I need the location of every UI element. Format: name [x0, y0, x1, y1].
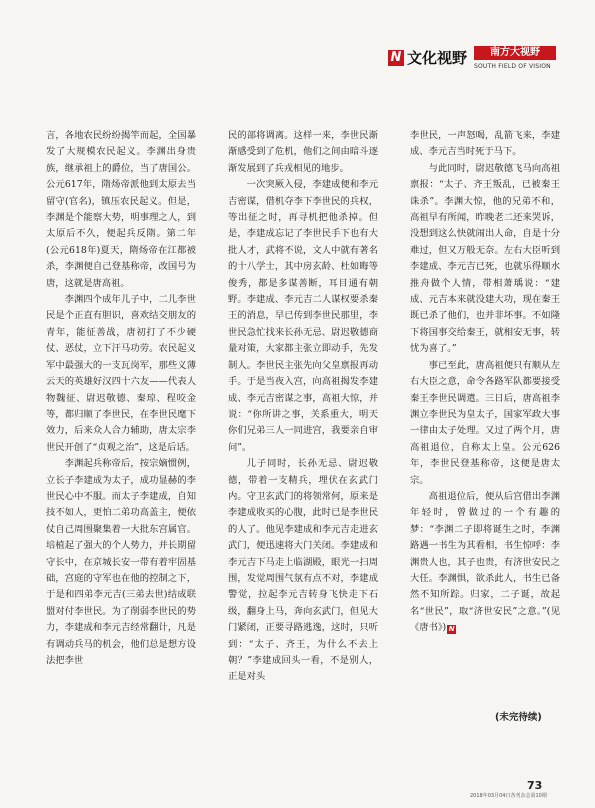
paragraph: 李渊起兵称帝后，按宗嫡惯例，立长子李建成为太子，成功显赫的李世民心中不服。而太子李建成，自知技不如人，更怕二弟功高盖主，便依仗自己周围聚集着一大批东宫属官。培植起了强大的个人势力，并长期留守长中，在京城长安一带有着牢固基础，宫庭的守军也在他的控制之下，于是和四弟李元吉(三弟去世)结成联盟对付李世民。为了削弱李世民的势力，李建成和李元吉经常翻计，凡是有调动兵马的机会，他们总是想方设法把李世 [46, 458, 196, 666]
page-number: 73 [527, 779, 543, 792]
section-title: 文化视野 [407, 49, 468, 67]
paragraph: 李世民，一声怒喝，乱箭飞来，李建成、李元吉当时死于马下。 [410, 130, 560, 158]
section-subtitle-en: SOUTH FIELD OF VISION [474, 63, 551, 70]
paragraph-text: 高祖退位后，便从后宫借出李渊年轻时，曾做过的一个有趣的梦：“李渊二子即将诞生之时，李渊路遇一书生为其看相，书生惊呼：李渊贵人也，其子也贵，有济世安民之大任。李渊惧，欲杀此人，书生已备然不知所踪。归家，二子诞，故起名“世民”，取“济世安民”之意。”(见《唐书》) [410, 490, 560, 634]
article-column-1 [46, 128, 196, 669]
issue-info: 2018年03月04日各刊杂志第10期 [470, 793, 547, 799]
paragraph: 儿子同时，长孙无忌、尉迟敬德，带着一支精兵，埋伏在玄武门内。守卫玄武门的将领常何，原来是李建成收买的心腹，此时已是李世民的人了。他见李建成和李元吉走进玄武门，便迅速将大门关闭。李建成和李元吉下马走上临湖殿，眼光一扫周围，发觉周围气氛有点不对，李建成警觉，拉起李元吉转身飞快走下石级，翻身上马，奔向玄武门，但见大门紧闭，正要寻路逃逸，这时，只听到：“太子、齐王，为什么不去上朝？”李建成回头一看，不是别人，正是对头 [228, 458, 378, 683]
section-header [388, 46, 568, 82]
paragraph: 事已至此，唐高祖便只有顺从左右大臣之意，命令各路军队都要接受秦王李世民调遣。三日后，唐高祖李渊立李世民为皇太子，国家军政大事一律由太子处理。又过了两个月，唐高祖退位，自称太上皇。公元626年，李世民登基称帝，这便是唐太宗。 [410, 359, 560, 486]
paragraph-last [410, 489, 560, 637]
paragraph: 民的部将调离。这样一来，李世民渐渐感受到了危机，他们之间由暗斗逐渐发展到了兵戎相见的地步。 [228, 130, 378, 174]
paragraph: 李渊四个成年儿子中，二儿李世民是个正直有胆识，喜欢结交朋友的青年，能征善战，唐初打了不少硬仗、恶仗，立下汗马功劳。农民起义军中最强大的一支瓦岗军，那些义薄云天的英雄好汉四十六友——代表人物魏征、尉迟敬德、秦琼、程咬金等，都归顺了李世民，在李世民麾下效力，后来众人合力辅助，唐太宗李世民开创了“贞观之治”，这是后话。 [46, 294, 196, 453]
paragraph: 言，各地农民纷纷揭竿而起，全国暴发了大规模农民起义。李渊出身贵族，继承祖上的爵位，当了唐国公。公元617年，隋炀帝派他到太原去当留守(官名)，镇压农民起义。但是，李渊是个能察大势，明事理之人，到太原后不久，便起兵反隋。第二年(公元618年)夏天，隋炀帝在江都被杀，李渊便自己登基称帝，改国号为唐，这就是唐高祖。 [46, 130, 196, 289]
paragraph: 一次突厥入侵，李建成便和李元吉密谋，借机夺李下李世民的兵权，等出征之时，再寻机把他杀掉。但是，李建成忘记了李世民手下也有大批人才，武将不说，文人中就有著名的十八学士，其中房玄龄、杜如晦等俊秀，都是多谋善断，耳目通有朝野。李建成、李元吉二人谋权要杀秦王的消息，早已传到李世民那里，李世民急忙找来长孙无忌、尉迟敬德商量对策，大家都主张立即动手，先发制人。李世民主张先向父皇禀报再动手。于是当夜入宫，向高祖揭发李建成、李元吉密谋之事，高祖大惊，并说：“你所讲之事，关系重大，明天你们兄弟三人一同进宫，我要亲自审问”。 [228, 179, 378, 453]
to-be-continued: (未完待续) [495, 712, 542, 723]
paragraph: 与此同时，尉迟敬德飞马向高祖禀报：“太子、齐王叛乱，已被秦王诛杀”。李渊大惊，他的兄弟不和，高祖早有所闻，昨晚老二还来哭诉，没想到这么快就闹出人命，自是十分难过，但又万般无奈。左右大臣听到李建成、李元吉已死，也就乐得顺水推舟做个人情，带相萧瑀说：“建成、元吉本来就没建大功，现在秦王既已杀了他们，也并非坏事。不如隆下将国事交给秦王，就相安无事，转忧为喜了。” [410, 162, 560, 355]
article-column-3 [410, 128, 560, 637]
section-subtitle: 南方大视野 [474, 46, 556, 60]
end-mark-icon: N [448, 625, 455, 634]
magazine-logo: N [388, 50, 404, 66]
article-column-2 [228, 128, 378, 686]
